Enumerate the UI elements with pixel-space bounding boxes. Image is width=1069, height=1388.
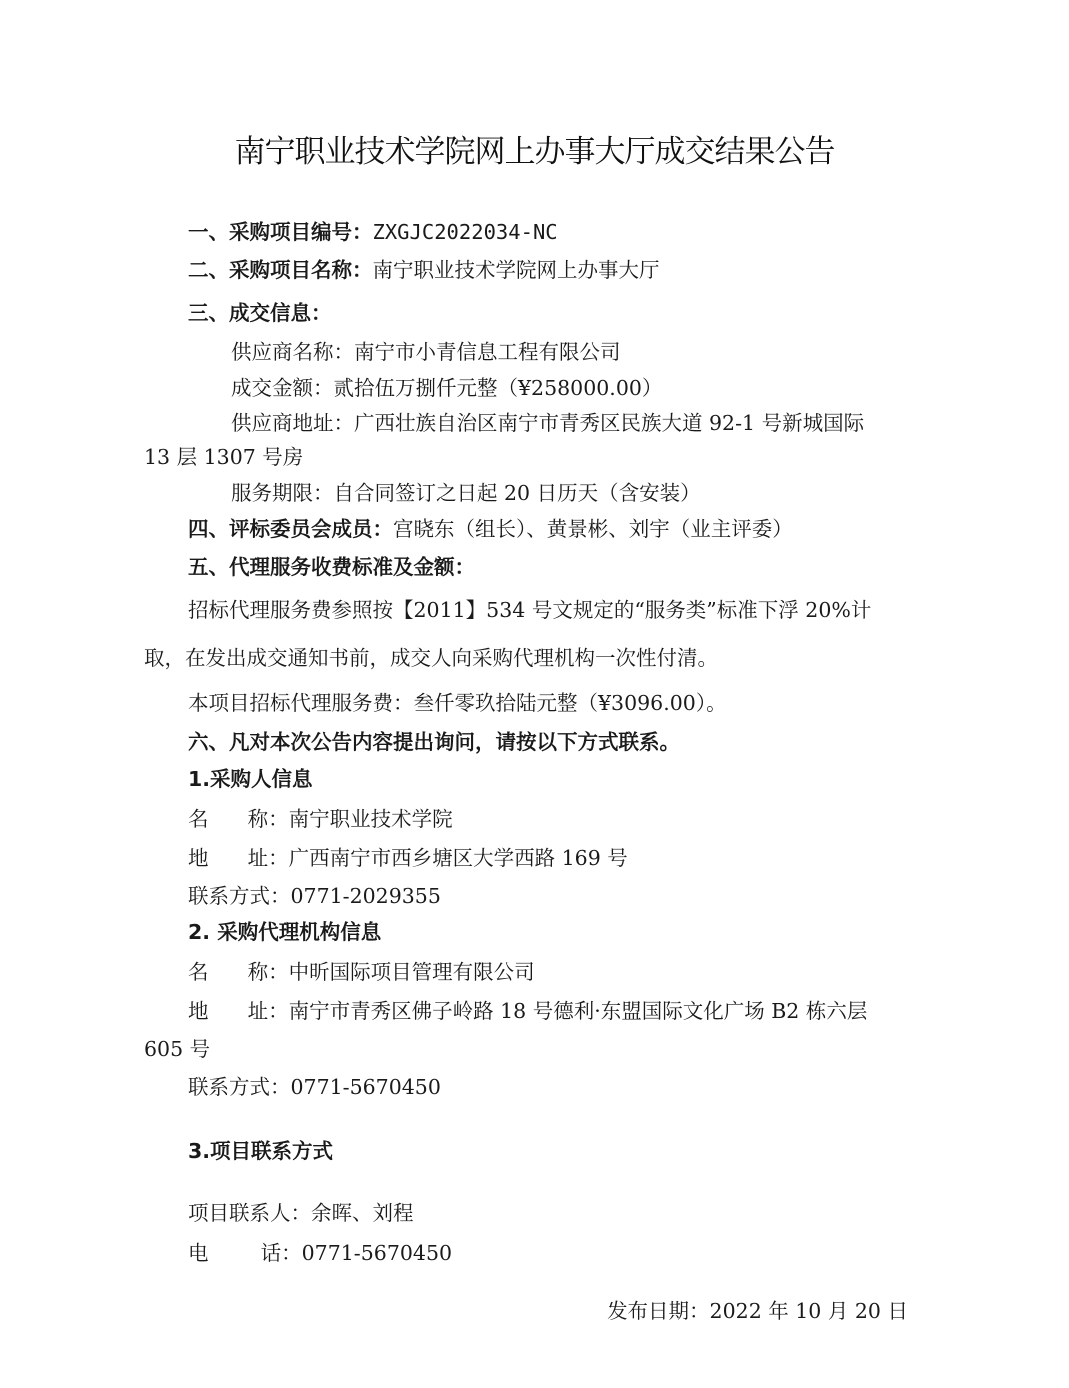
committee-label: 四、评标委员会成员： (188, 517, 393, 541)
buyer-address: 地 址：广西南宁市西乡塘区大学西路 169 号 (188, 846, 628, 870)
supplier-address-line2: 13 层 1307 号房 (144, 445, 304, 469)
agency-info-heading: 2. 采购代理机构信息 (188, 920, 382, 944)
page-title: 南宁职业技术学院网上办事大厅成交结果公告 (234, 134, 835, 170)
project-contact-person: 项目联系人：余晖、刘程 (188, 1201, 414, 1225)
supplier-address-line1: 供应商地址：广西壮族自治区南宁市青秀区民族大道 92-1 号新城国际 (231, 411, 865, 435)
publish-date: 发布日期：2022 年 10 月 20 日 (607, 1299, 908, 1323)
deal-info-heading: 三、成交信息： (188, 301, 332, 325)
project-name-row (188, 257, 660, 283)
supplier-name: 供应商名称：南宁市小青信息工程有限公司 (231, 340, 621, 364)
project-number-value: ZXGJC2022034-NC (372, 220, 558, 244)
committee-row (188, 516, 793, 542)
project-name-label: 二、采购项目名称： (188, 258, 373, 282)
service-period: 服务期限：自合同签订之日起 20 日历天（含安装） (231, 481, 701, 505)
buyer-contact: 联系方式：0771-2029355 (188, 884, 441, 908)
inquiry-heading: 六、凡对本次公告内容提出询问，请按以下方式联系。 (188, 730, 680, 754)
agency-name: 名 称：中昕国际项目管理有限公司 (188, 960, 535, 984)
agency-address-line1: 地 址：南宁市青秀区佛子岭路 18 号德利·东盟国际文化广场 B2 栋六层 (188, 999, 868, 1023)
agency-fee-para1-line1: 招标代理服务费参照按【2011】534 号文规定的“服务类”标准下浮 20%计 (188, 598, 872, 622)
buyer-info-heading: 1.采购人信息 (188, 767, 313, 791)
agency-fee-para1-line2: 取，在发出成交通知书前，成交人向采购代理机构一次性付清。 (144, 646, 718, 670)
project-number-label: 一、采购项目编号： (188, 220, 373, 244)
project-contact-heading: 3.项目联系方式 (188, 1139, 334, 1163)
committee-value: 宫晓东（组长）、黄景彬、刘宇（业主评委） (393, 517, 793, 541)
agency-fee-heading: 五、代理服务收费标准及金额： (188, 555, 475, 579)
project-number-row (188, 219, 558, 245)
buyer-name: 名 称：南宁职业技术学院 (188, 807, 453, 831)
deal-amount: 成交金额：贰拾伍万捌仟元整（¥258000.00） (231, 376, 663, 400)
project-name-value: 南宁职业技术学院网上办事大厅 (372, 258, 660, 282)
agency-fee-para2: 本项目招标代理服务费：叁仟零玖拾陆元整（¥3096.00）。 (188, 691, 727, 715)
agency-address-line2: 605 号 (144, 1037, 211, 1061)
project-phone: 电 话：0771-5670450 (188, 1241, 453, 1265)
agency-contact: 联系方式：0771-5670450 (188, 1075, 441, 1099)
